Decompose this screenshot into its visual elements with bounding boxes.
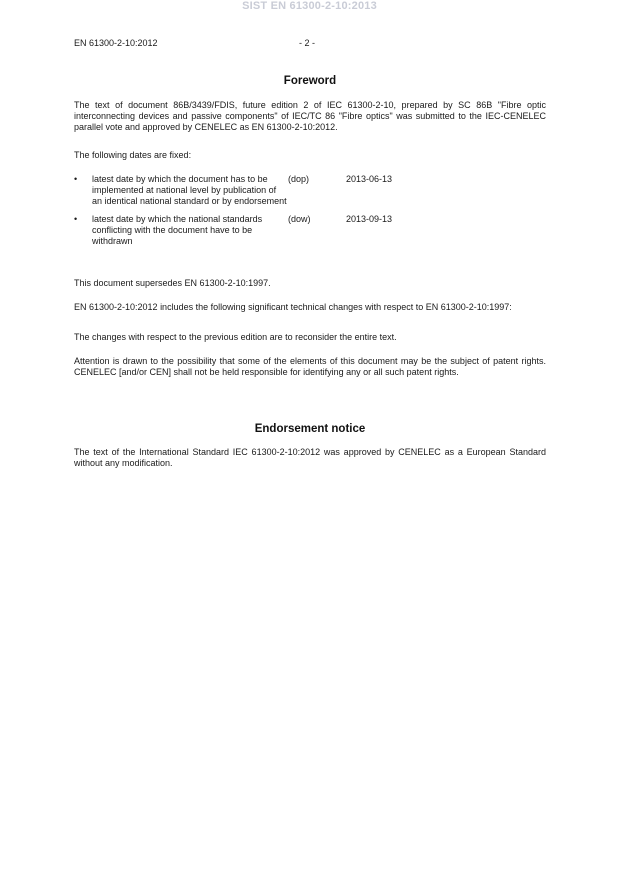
- list-item: [74, 174, 546, 208]
- date-abbreviation: (dop): [288, 174, 310, 184]
- date-description: latest date by which the national standards conflicting with the document have to be withdrawn: [92, 213, 263, 247]
- dates-intro: [74, 150, 546, 161]
- bullet-point: •: [74, 213, 78, 224]
- dates-intro-text: The following dates are fixed:: [74, 150, 192, 160]
- foreword-intro-text: The text of document 86B/3439/FDIS, future edition 2 of IEC 61300-2-10, prepared by SC 86B "Fibre optic interconnecting devices and passive components" of IEC/TC 86 "Fibre optics" was submitted to the IEC-CENELEC parallel vote and approved by CENELEC as EN 61300-2-10:2012.: [74, 100, 546, 133]
- watermark: SIST EN 61300-2-10:2013: [242, 0, 377, 12]
- date-value: 2013-09-13: [346, 213, 393, 224]
- header-page-number: - 2 -: [299, 38, 316, 48]
- patent-notice-text: Attention is drawn to the possibility that some of the elements of this document may be the subject of patent rights. CENELEC [and/or CEN] shall not be held responsible for identifying any or all such patent rights.: [74, 356, 546, 378]
- dates-section: [74, 174, 546, 253]
- supersedes-text: This document supersedes EN 61300-2-10:1997.: [74, 278, 271, 288]
- endorsement-block: [74, 447, 546, 469]
- date-abbreviation: (dow): [288, 213, 311, 224]
- endorsement-text: The text of the International Standard IEC 61300-2-10:2012 was approved by CENELEC as a European Standard without any modification.: [74, 447, 546, 469]
- header-doc-id: EN 61300-2-10:2012: [74, 38, 158, 48]
- changes-detail-block: [74, 332, 546, 343]
- patent-notice-block: [74, 356, 546, 378]
- running-header: [74, 38, 546, 50]
- foreword-title: Foreword: [283, 75, 337, 87]
- date-value: 2013-06-13: [346, 174, 393, 184]
- changes-detail-text: The changes with respect to the previous edition are to reconsider the entire text.: [74, 332, 397, 342]
- foreword-intro: [74, 100, 546, 134]
- bullet-point: •: [74, 174, 78, 184]
- changes-intro-block: [74, 302, 546, 313]
- dates-list: [74, 174, 546, 247]
- list-item: [74, 214, 546, 248]
- date-description: latest date by which the document has to be implemented at national level by publication of an identical national standard or by endorsement: [92, 174, 287, 207]
- changes-intro-text: EN 61300-2-10:2012 includes the following significant technical changes with respect to EN 61300-2-10:1997:: [74, 302, 512, 312]
- supersedes-block: [74, 278, 546, 289]
- endorsement-title: Endorsement notice: [254, 423, 366, 435]
